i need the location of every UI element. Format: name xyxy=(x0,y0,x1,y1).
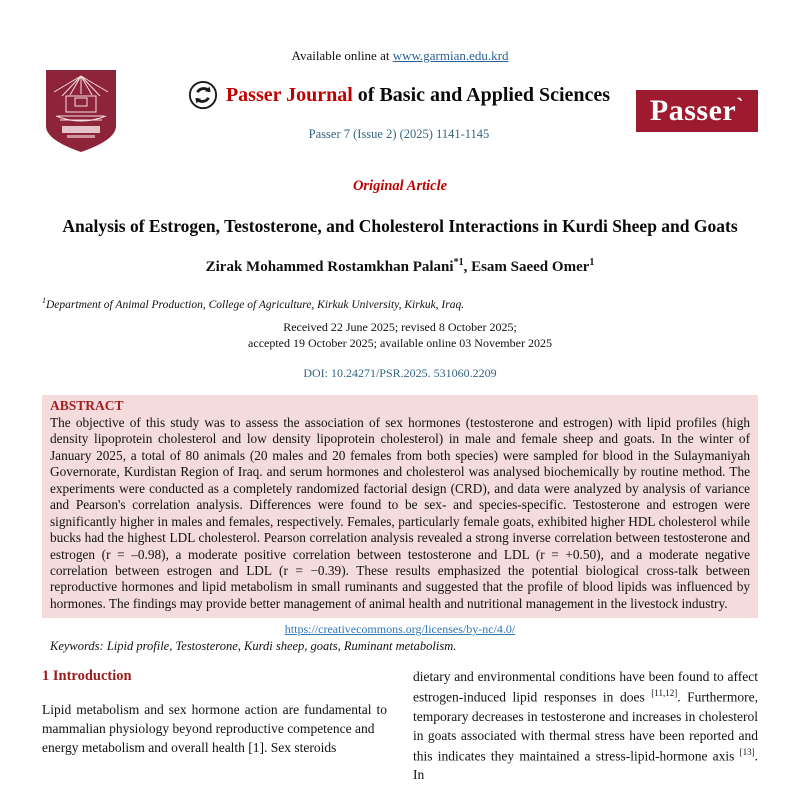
article-body-columns xyxy=(42,668,758,784)
abstract-heading: ABSTRACT xyxy=(50,397,124,413)
journal-header xyxy=(42,68,758,154)
passer-logo xyxy=(636,90,758,132)
journal-name-rest: of Basic and Applied Sciences xyxy=(352,83,611,106)
available-online-label: Available online at xyxy=(291,48,390,63)
keywords-line: Keywords: Lipid profile, Testosterone, Kurdi sheep, goats, Ruminant metabolism. xyxy=(50,639,457,654)
garmian-link[interactable]: www.garmian.edu.krd xyxy=(392,48,509,63)
abstract-section xyxy=(42,395,758,619)
paper-title: Analysis of Estrogen, Testosterone, and Cholesterol Interactions in Kurdi Sheep and Goats xyxy=(62,216,738,236)
journal-title-block xyxy=(162,80,636,142)
right-column-paragraph: dietary and environmental conditions have been found to affect estrogen-induced lipid responses in does [11,12]. Furthermore, temporary decreases in testosterone and increases in cholesterol in goats associated with thermal stress have been reported and this indicates they maintained a stress-lipid-hormone axis [13]. In xyxy=(413,669,758,782)
intro-paragraph: Lipid metabolism and sex hormone action are fundamental to mammalian physiology beyond reproductive competence and xyxy=(42,702,387,737)
journal-name-red: Passer Journal xyxy=(225,83,353,106)
doi-line: DOI: 10.24271/PSR.2025. 531060.2209 xyxy=(303,365,497,380)
article-type-label: Original Article xyxy=(352,178,448,194)
authors-line: Zirak Mohammed Rostamkhan Palani$^{*1}$, Esam Saeed Omer$^1$ xyxy=(205,256,595,275)
journal-title xyxy=(226,84,610,107)
intro-paragraph-continued: energy metabolism and overall health [1]. Sex steroids xyxy=(42,740,337,756)
available-online-line xyxy=(42,48,758,64)
issue-citation-line: Passer 7 (Issue 2) (2025) 1141-1145 xyxy=(308,127,490,141)
journal-title-line xyxy=(188,80,610,110)
university-crest-icon xyxy=(42,68,120,154)
university-crest-wrap xyxy=(42,68,162,154)
history-line-2: accepted 19 October 2025; available online 03 November 2025 xyxy=(248,336,552,351)
left-column xyxy=(42,668,387,784)
passer-logo-text: Passer xyxy=(649,94,737,127)
license-line xyxy=(42,622,758,637)
introduction-heading: 1 Introduction xyxy=(42,668,132,685)
affiliation-line: $^1$Department of Animal Production, College of Agriculture, Kirkuk University, Kirkuk, Iraq. xyxy=(42,295,465,311)
history-line-1: Received 22 June 2025; revised 8 October 2025; xyxy=(283,320,517,335)
journal-page xyxy=(0,48,800,782)
passer-logo-accent: ˋ xyxy=(736,93,745,118)
open-access-cycle-icon xyxy=(188,80,218,110)
clipped-text-line xyxy=(42,739,387,756)
abstract-body: The objective of this study was to assess the association of sex hormones (testosterone and estrogen) with lipid profiles (high density lipoprotein cholesterol and low density lipoprotein cholesterol) in male and female sheep and goats. In the winter of January 2025, a total of 80 animals (20 males and 20 females from both species) were sampled for blood in the Sulaymaniyah Governorate, Kurdistan Region of Iraq. and serum hormones and cholesterol was analysed biochemically by routine method. The experiments were conducted as a completely randomized factorial design (CRD), and data were analyzed by analysis of variance and Pearson's correlation analysis. Differences were found to be sex- and species-specific. Testosterone and estrogen were significantly higher in males and females, respectively. Females, particularly female goats, exhibited higher HDL cholesterol while bucks had the highest LDL cholesterol. Pearson correlation analysis revealed a strong inverse correlation between testosterone and estrogen (r = –0.98), a moderate positive correlation between testosterone and LDL (r = +0.50), and a moderate negative correlation between estrogen and LDL (r = −0.39). These results emphasized the potential biological cross-talk between reproductive hormones and lipid metabolism in small ruminants and suggested that the profile of blood lipids was influenced by hormones. The findings may provide better management of animal health and nutritional management in the livestock industry. xyxy=(50,414,750,611)
right-column xyxy=(413,668,758,784)
article-history xyxy=(42,320,758,351)
creative-commons-link[interactable]: https://creativecommons.org/licenses/by-nc/4.0/ xyxy=(284,622,516,637)
